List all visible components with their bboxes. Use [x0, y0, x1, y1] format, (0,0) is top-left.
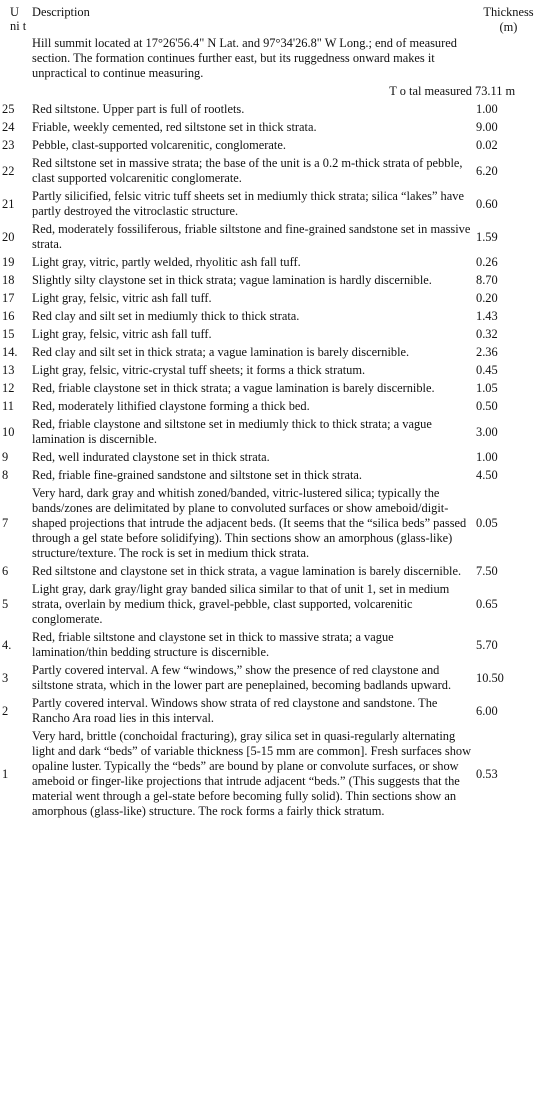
description-cell: Pebble, clast-supported volcarenitic, conglomerate. — [32, 138, 286, 152]
unit-cell: 6 — [2, 564, 9, 578]
unit-cell: 21 — [2, 196, 15, 211]
unit-cell: 25 — [2, 102, 15, 116]
description-cell: Very hard, brittle (conchoidal fracturing), gray silica set in quasi-regularly alternating light and dark “beds” of variable thickness [5-15 mm are common]. Fresh surfaces show opaline luster. Typically the “beds” are bound by plane or convolute surfaces, or show ameboid or finger-like projections that intrude adjacent “beds.” (This suggests that the material went through a gel-state before becoming fully solid). Thin sections show an amorphous (glass-like) structure. The rock forms a fairly thick stratum. — [32, 729, 472, 818]
table-row — [0, 662, 543, 695]
thickness-column-header: Thickness (m) — [483, 5, 534, 34]
unit-cell: 5 — [2, 597, 9, 611]
thickness-cell: 1.59 — [476, 229, 498, 244]
unit-cell: 18 — [2, 273, 15, 287]
thickness-cell: 6.00 — [476, 703, 498, 718]
unit-cell: 9 — [2, 450, 9, 464]
thickness-cell: 0.20 — [476, 291, 498, 305]
thickness-cell: 0.60 — [476, 196, 498, 211]
total-unit-cell — [0, 83, 30, 101]
unit-cell: 12 — [2, 381, 15, 395]
table-row — [0, 467, 543, 485]
description-cell: Red, friable claystone set in thick strata; a vague lamination is barely discernible. — [32, 381, 435, 395]
unit-cell: 4. — [2, 637, 12, 652]
description-cell: Light gray, felsic, vitric ash fall tuff. — [32, 327, 212, 341]
table-row — [0, 101, 543, 119]
thickness-cell: 10.50 — [476, 670, 504, 685]
description-cell: Red, friable claystone and siltstone set in mediumly thick to thick strata; a vague lamination is discernible. — [32, 417, 432, 446]
summit-thickness-cell — [474, 35, 543, 83]
total-value: 73.11 m — [475, 84, 516, 98]
table-row — [0, 137, 543, 155]
table-row — [0, 119, 543, 137]
thickness-cell: 0.53 — [476, 766, 498, 781]
description-cell: Partly silicified, felsic vitric tuff sheets set in mediumly thick strata; silica “lakes” have partly destroyed the vitroclastic structure. — [32, 189, 464, 218]
description-cell: Red siltstone. Upper part is full of rootlets. — [32, 102, 245, 116]
table-row — [0, 188, 543, 221]
table-row — [0, 485, 543, 563]
table-row — [0, 344, 543, 362]
description-cell: Red, moderately lithified claystone forming a thick bed. — [32, 399, 310, 413]
thickness-cell: 8.70 — [476, 273, 498, 287]
unit-cell: 7 — [2, 516, 9, 530]
description-cell: Partly covered interval. Windows show strata of red claystone and sandstone. The Rancho Ara road lies in this interval. — [32, 696, 438, 725]
thickness-cell: 7.50 — [476, 564, 498, 578]
thickness-cell: 0.45 — [476, 363, 498, 377]
unit-cell: 13 — [2, 363, 15, 377]
summit-row — [0, 35, 543, 83]
thickness-cell: 0.65 — [476, 597, 498, 611]
table-row — [0, 362, 543, 380]
table-row — [0, 449, 543, 467]
description-cell: Friable, weekly cemented, red siltstone set in thick strata. — [32, 120, 317, 134]
table-row — [0, 155, 543, 188]
table-row — [0, 629, 543, 662]
unit-cell: 22 — [2, 163, 15, 178]
unit-cell: 10 — [2, 424, 15, 439]
table-row — [0, 272, 543, 290]
table-row — [0, 221, 543, 254]
description-cell: Red, friable siltstone and claystone set in thick to massive strata; a vague lamination/thin bedding structure is discernible. — [32, 630, 394, 659]
description-cell: Red, moderately fossiliferous, friable siltstone and fine-grained sandstone set in massive strata. — [32, 222, 471, 251]
unit-cell: 20 — [2, 229, 15, 244]
unit-cell: 17 — [2, 291, 15, 305]
table-row — [0, 308, 543, 326]
thickness-cell: 1.00 — [476, 450, 498, 464]
unit-cell: 3 — [2, 670, 9, 685]
thickness-cell: 0.26 — [476, 255, 498, 269]
table-row — [0, 581, 543, 629]
description-cell: Red, friable fine-grained sandstone and siltstone set in thick strata. — [32, 468, 362, 482]
description-cell: Partly covered interval. A few “windows,” show the presence of red claystone and siltstone strata, which in the lower part are peneplained, becoming badlands upward. — [32, 663, 452, 692]
description-cell: Slightly silty claystone set in thick strata; vague lamination is hardly discernible. — [32, 273, 432, 287]
unit-cell: 1 — [2, 766, 9, 781]
unit-cell: 11 — [2, 399, 14, 413]
unit-cell: 15 — [2, 327, 15, 341]
description-cell: Red, well indurated claystone set in thick strata. — [32, 450, 270, 464]
description-cell: Red clay and silt set in mediumly thick to thick strata. — [32, 309, 300, 323]
total-row — [0, 83, 543, 101]
unit-cell: 14. — [2, 345, 18, 359]
thickness-cell: 9.00 — [476, 120, 498, 134]
thickness-cell: 0.32 — [476, 327, 498, 341]
table-row — [0, 695, 543, 728]
thickness-cell: 1.05 — [476, 381, 498, 395]
thickness-cell: 4.50 — [476, 468, 498, 482]
unit-cell: 16 — [2, 309, 15, 323]
description-cell: Red clay and silt set in thick strata; a vague lamination is barely discernible. — [32, 345, 410, 359]
thickness-cell: 2.36 — [476, 345, 498, 359]
description-cell: Red siltstone set in massive strata; the base of the unit is a 0.2 m-thick strata of pebble, clast supported volcarenitic conglomerate. — [32, 156, 463, 185]
table-row — [0, 254, 543, 272]
thickness-cell: 0.50 — [476, 399, 498, 413]
description-column-header: Description — [32, 5, 90, 19]
table-row — [0, 290, 543, 308]
total-label: T o tal measured — [389, 84, 472, 98]
table-row — [0, 416, 543, 449]
unit-cell: 24 — [2, 120, 15, 134]
unit-cell: 23 — [2, 138, 15, 152]
summit-unit-cell — [0, 35, 30, 83]
thickness-cell: 6.20 — [476, 163, 498, 178]
table-row — [0, 398, 543, 416]
description-cell: Red siltstone and claystone set in thick strata, a vague lamination is barely discernible. — [32, 564, 462, 578]
table-row — [0, 563, 543, 581]
thickness-cell: 5.70 — [476, 637, 498, 652]
table-header-row — [0, 0, 543, 35]
thickness-cell: 3.00 — [476, 424, 498, 439]
description-cell: Light gray, felsic, vitric ash fall tuff. — [32, 291, 212, 305]
description-cell: Very hard, dark gray and whitish zoned/banded, vitric-lustered silica; typically the bands/zones are delimitated by plane to convoluted surfaces or show ameboid/digit-shaped projections that intrude the adjacent beds. (It seems that the “silica beds” passed through a gel state before solidifying). Thin sections show an amorphous (glass-like) structure/texture. The rock is set in medium thick strata. — [32, 486, 467, 560]
table-row — [0, 728, 543, 821]
unit-cell: 2 — [2, 703, 9, 718]
unit-column-header: U ni t — [10, 5, 27, 33]
table-row — [0, 326, 543, 344]
thickness-cell: 0.05 — [476, 516, 498, 530]
thickness-cell: 1.43 — [476, 309, 498, 323]
unit-cell: 19 — [2, 255, 15, 269]
thickness-cell: 0.02 — [476, 138, 498, 152]
summit-description: Hill summit located at 17°26'56.4" N Lat. and 97°34'26.8" W Long.; end of measured section. The formation continues further east, but its ruggedness onward makes it unpractical to continue measuring. — [32, 36, 457, 80]
table-row — [0, 380, 543, 398]
description-cell: Light gray, felsic, vitric-crystal tuff sheets; it forms a thick stratum. — [32, 363, 366, 377]
description-cell: Light gray, dark gray/light gray banded silica similar to that of unit 1, set in medium strata, overlain by medium thick, gravel-pebble, clast supported, volcarenitic conglomerate. — [32, 582, 450, 626]
description-cell: Light gray, vitric, partly welded, rhyolitic ash fall tuff. — [32, 255, 301, 269]
unit-cell: 8 — [2, 468, 9, 482]
thickness-cell: 1.00 — [476, 102, 498, 116]
